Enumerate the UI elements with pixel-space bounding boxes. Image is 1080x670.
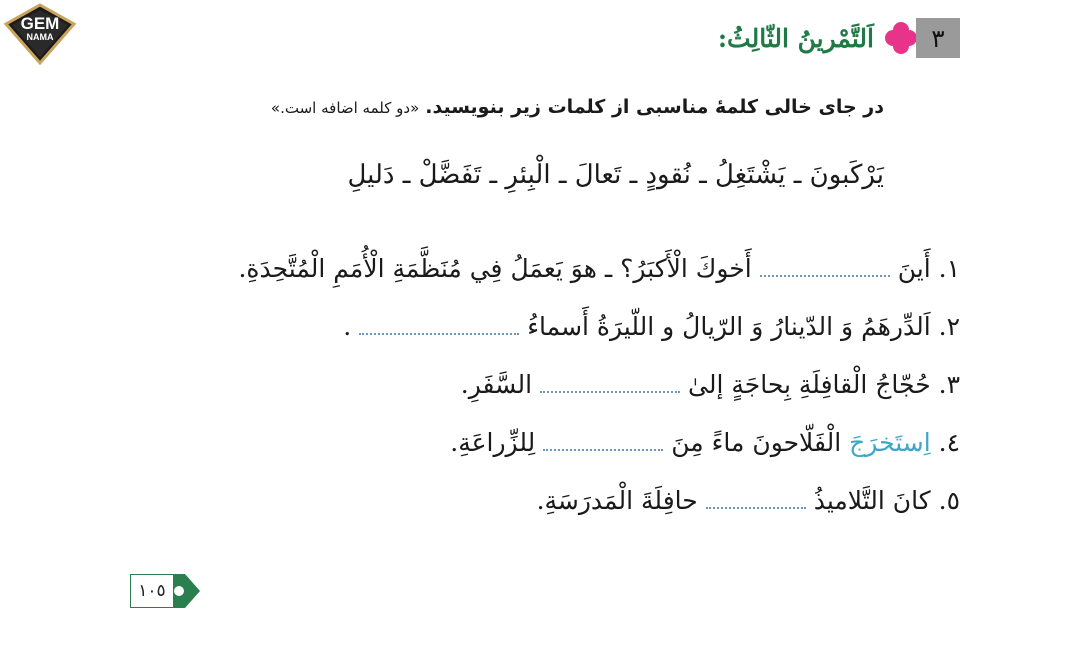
exercise-header (718, 18, 960, 58)
exercise-items (238, 240, 960, 530)
instruction-main: در جای خالی کلمهٔ مناسبی از کلمات زیر بنویسید. (425, 96, 884, 118)
item-text-before: اَلدِّرهَمُ وَ الدّينارُ وَ الرّيالُ و اللّيرَةُ أَسماءُ (527, 312, 931, 341)
item-number: ٤. (938, 428, 960, 457)
item-number: ٥. (938, 486, 960, 515)
instruction (271, 96, 884, 118)
item-number: ٣. (938, 370, 960, 399)
logo-text-nama: NAMA (26, 32, 54, 42)
word-bank: يَرْكَبونَ ـ يَشْتَغِلُ ـ نُقودٍ ـ تَعالَ ـ الْبِئرِ ـ تَفَضَّلْ ـ دَليلِ (347, 160, 884, 190)
answer-blank[interactable] (706, 497, 806, 509)
item-text-before: كانَ التَّلاميذُ (813, 486, 931, 515)
exercise-title: اَلتَّمْرينُ الثّالِثُ: (717, 23, 874, 53)
page-tab-arrow-icon (173, 574, 201, 608)
answer-blank[interactable] (359, 323, 519, 335)
instruction-note: «دو کلمه اضافه است.» (270, 99, 420, 117)
exercise-item-5 (238, 472, 960, 530)
item-number: ١. (938, 254, 960, 283)
exercise-number: ٣ (916, 18, 960, 58)
item-text-after: السَّفَرِ. (460, 370, 533, 399)
item-highlight-word: اِستَخرَجَ (849, 428, 931, 457)
item-text-before: أَينَ (897, 254, 931, 283)
exercise-item-1 (238, 240, 960, 298)
item-text-after: . (343, 312, 352, 341)
item-text-before: الْفَلّاحونَ ماءً مِنَ (671, 428, 842, 457)
exercise-item-2 (238, 298, 960, 356)
exercise-item-3 (238, 356, 960, 414)
item-text-before: حُجّاجُ الْقافِلَةِ بِحاجَةٍ إلىٰ (688, 370, 931, 399)
logo-text-gem: GEM (20, 14, 60, 33)
gem-nama-logo (2, 2, 78, 66)
item-text-after: لِلزِّراعَةِ. (450, 428, 536, 457)
page-number: ١٠٥ (130, 574, 173, 608)
answer-blank[interactable] (760, 265, 890, 277)
page-number-tab (130, 574, 201, 608)
answer-blank[interactable] (543, 439, 663, 451)
item-number: ٢. (938, 312, 960, 341)
item-text-after: حافِلَةَ الْمَدرَسَةِ. (536, 486, 698, 515)
flower-icon (884, 21, 918, 55)
exercise-item-4 (238, 414, 960, 472)
item-text-after: أَخوكَ الْأَكبَرُ؟ ـ هوَ يَعمَلُ فِي مُنَظَّمَةِ الْأُمَمِ الْمُتَّحِدَةِ. (238, 254, 752, 283)
answer-blank[interactable] (540, 381, 680, 393)
